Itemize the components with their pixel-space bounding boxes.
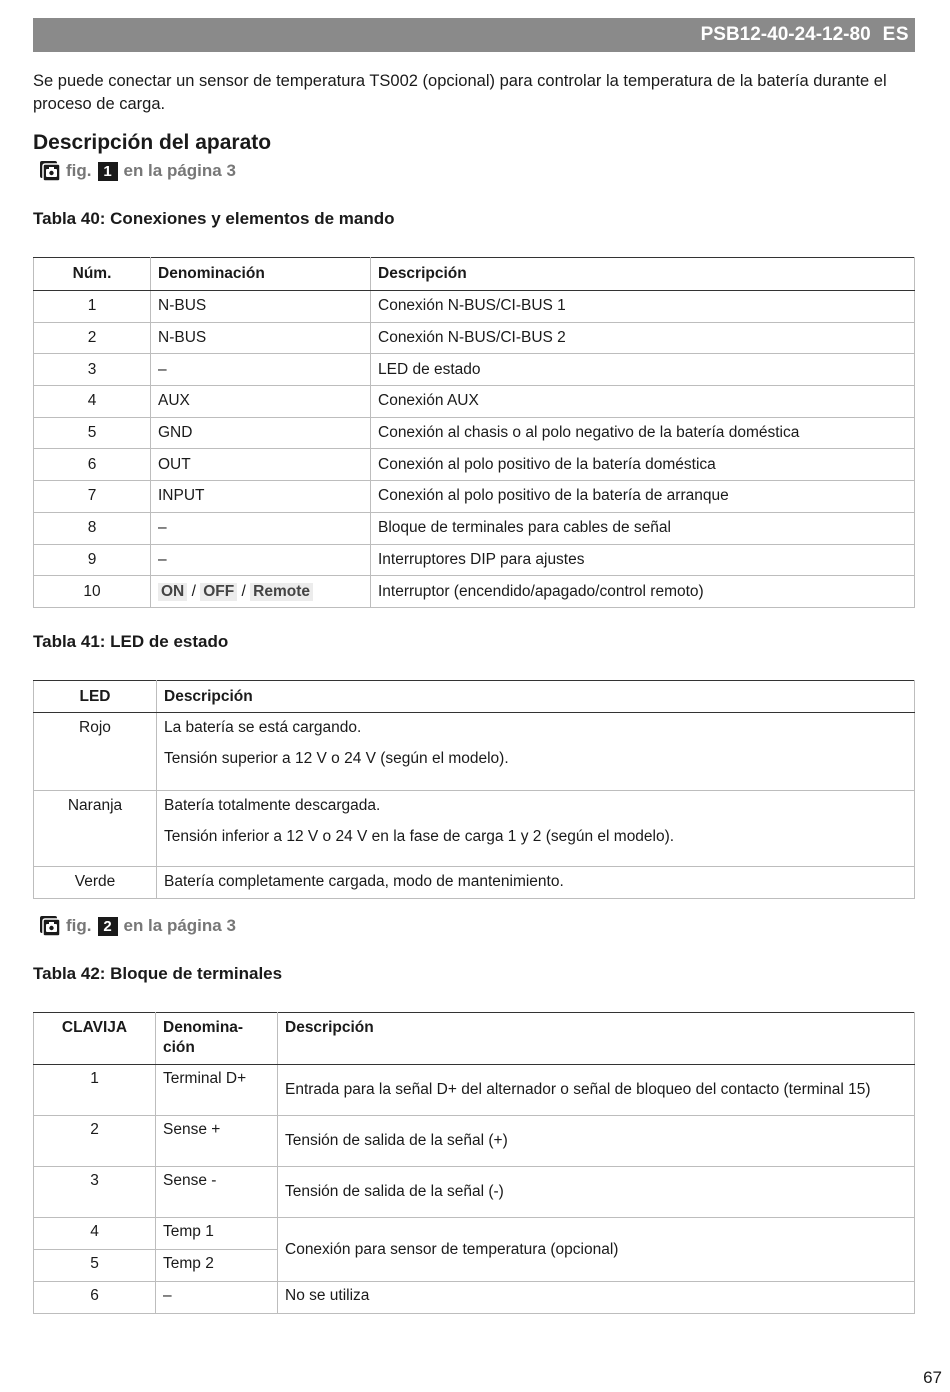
figure-suffix: en la página 3 (123, 916, 236, 935)
cell-desc: Conexión al chasis o al polo negativo de la batería doméstica (371, 417, 915, 449)
cell-desc (157, 713, 915, 791)
column-header: Descripción (157, 681, 915, 713)
cell-led: Verde (34, 867, 157, 899)
cell-num: 10 (34, 576, 151, 608)
cell-num: 9 (34, 544, 151, 576)
column-header: LED (34, 681, 157, 713)
cell-name: – (151, 354, 371, 386)
desc-line: La batería se está cargando. (164, 719, 362, 736)
language-badge: ES (882, 24, 909, 45)
cell-desc: Tensión de salida de la señal (-) (278, 1167, 915, 1218)
cell-desc: Conexión al polo positivo de la batería doméstica (371, 449, 915, 481)
cell-name: Terminal D+ (156, 1065, 278, 1116)
table-row (34, 322, 915, 354)
table-row (34, 354, 915, 386)
cell-pin: 1 (34, 1065, 156, 1116)
cell-name: – (156, 1282, 278, 1314)
separator: / (241, 582, 246, 600)
table-row (34, 512, 915, 544)
cell-pin: 4 (34, 1218, 156, 1250)
intro-paragraph: Se puede conectar un sensor de temperatura TS002 (opcional) para controlar la temperatura de la batería durante el proceso de carga. (33, 72, 887, 113)
cell-name: N-BUS (151, 322, 371, 354)
figure-reference-2[interactable] (40, 916, 236, 936)
header-title: PSB12-40-24-12-80 (700, 24, 871, 45)
table-40 (33, 257, 915, 608)
cell-led: Naranja (34, 791, 157, 867)
header-line: ción (163, 1039, 195, 1056)
cell-pin: 5 (34, 1250, 156, 1282)
cell-name: OUT (151, 449, 371, 481)
cell-name: Temp 2 (156, 1250, 278, 1282)
cell-num: 3 (34, 354, 151, 386)
table-row (34, 417, 915, 449)
table-row (34, 1282, 915, 1314)
cell-num: 8 (34, 512, 151, 544)
section-title: Descripción del aparato (33, 131, 272, 154)
camera-icon (40, 161, 60, 181)
cell-led: Rojo (34, 713, 157, 791)
cell-num: 5 (34, 417, 151, 449)
cell-pin: 6 (34, 1282, 156, 1314)
cell-num: 2 (34, 322, 151, 354)
cell-name: N-BUS (151, 291, 371, 323)
table-41 (33, 680, 915, 899)
column-header (156, 1013, 278, 1065)
cell-desc: No se utiliza (278, 1282, 915, 1314)
table-row (34, 867, 915, 899)
page-number: 67 (923, 1368, 942, 1387)
table-row (34, 576, 915, 608)
on-label: ON (158, 583, 187, 601)
desc-line: Tensión superior a 12 V o 24 V (según el modelo). (164, 750, 509, 767)
table-42-caption: Tabla 42: Bloque de terminales (33, 964, 283, 983)
table-row (34, 1218, 915, 1250)
desc-line: Batería totalmente descargada. (164, 797, 381, 814)
cell-name: – (151, 544, 371, 576)
separator: / (191, 582, 196, 600)
header-bar (33, 18, 915, 52)
column-header: Descripción (278, 1013, 915, 1065)
column-header: CLAVIJA (34, 1013, 156, 1065)
desc-line: Tensión inferior a 12 V o 24 V en la fase de carga 1 y 2 (según el modelo). (164, 828, 675, 845)
table-row (34, 291, 915, 323)
table-40-caption: Tabla 40: Conexiones y elementos de mando (33, 209, 395, 228)
cell-name: Sense - (156, 1167, 278, 1218)
figure-prefix: fig. (66, 161, 92, 180)
table-row (34, 1167, 915, 1218)
cell-desc: Tensión de salida de la señal (+) (278, 1116, 915, 1167)
cell-num: 6 (34, 449, 151, 481)
cell-num: 7 (34, 481, 151, 513)
cell-desc: Conexión AUX (371, 386, 915, 418)
cell-name: Sense + (156, 1116, 278, 1167)
cell-name: GND (151, 417, 371, 449)
table-row (34, 1116, 915, 1167)
table-row (34, 481, 915, 513)
figure-number: 2 (98, 917, 118, 936)
camera-icon (40, 916, 60, 936)
cell-desc: Interruptor (encendido/apagado/control remoto) (371, 576, 915, 608)
column-header: Descripción (371, 258, 915, 291)
cell-name: INPUT (151, 481, 371, 513)
column-header: Núm. (34, 258, 151, 291)
cell-desc: Interruptores DIP para ajustes (371, 544, 915, 576)
cell-desc: Conexión para sensor de temperatura (opcional) (278, 1218, 915, 1282)
remote-label: Remote (250, 583, 313, 601)
cell-desc: Entrada para la señal D+ del alternador o señal de bloqueo del contacto (terminal 15) (278, 1065, 915, 1116)
cell-pin: 2 (34, 1116, 156, 1167)
table-row (34, 544, 915, 576)
figure-number: 1 (98, 162, 118, 181)
cell-desc: Bloque de terminales para cables de señal (371, 512, 915, 544)
cell-num: 4 (34, 386, 151, 418)
table-row (34, 791, 915, 867)
figure-reference-1[interactable] (40, 161, 236, 181)
figure-suffix: en la página 3 (123, 161, 236, 180)
off-label: OFF (200, 583, 237, 601)
table-row (34, 1065, 915, 1116)
cell-desc: Conexión N-BUS/CI-BUS 2 (371, 322, 915, 354)
table-row (34, 713, 915, 791)
cell-name: Temp 1 (156, 1218, 278, 1250)
cell-desc: Conexión N-BUS/CI-BUS 1 (371, 291, 915, 323)
cell-desc: Conexión al polo positivo de la batería de arranque (371, 481, 915, 513)
column-header: Denominación (151, 258, 371, 291)
cell-desc: LED de estado (371, 354, 915, 386)
table-41-caption: Tabla 41: LED de estado (33, 632, 229, 651)
cell-pin: 3 (34, 1167, 156, 1218)
table-42 (33, 1012, 915, 1314)
cell-name (151, 576, 371, 608)
figure-prefix: fig. (66, 916, 92, 935)
header-line: Denomina- (163, 1019, 244, 1036)
cell-name: AUX (151, 386, 371, 418)
cell-name: – (151, 512, 371, 544)
table-row (34, 449, 915, 481)
cell-num: 1 (34, 291, 151, 323)
table-row (34, 386, 915, 418)
cell-desc (157, 791, 915, 867)
cell-desc: Batería completamente cargada, modo de mantenimiento. (157, 867, 915, 899)
